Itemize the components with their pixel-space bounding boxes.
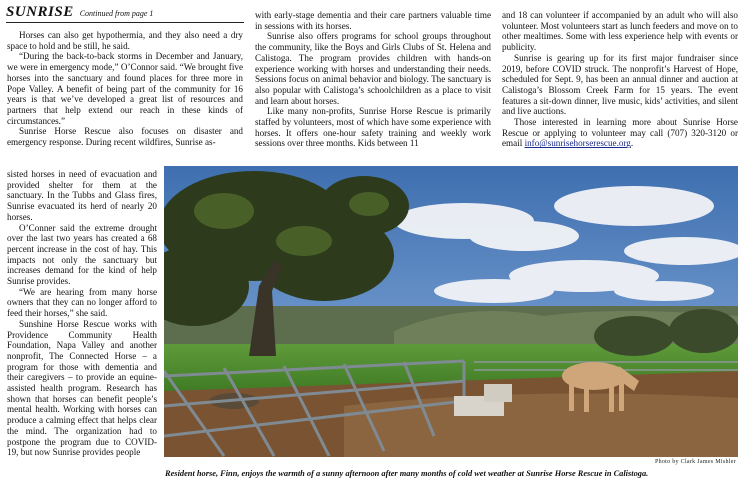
photo-illustration: [164, 166, 738, 457]
paragraph: sisted horses in need of evacuation and provided shelter for them at the sanctuary. In the Tubbs and Glass fires, Sunrise evacuated its herd of nearly 20 horses.: [7, 169, 157, 222]
paragraph: O’Conner said the extreme drought over the last two years has created a 68 percent increase in the cost of hay. This impacts not only the sanctuary but increases demand for the kind of help Sunrise provides.: [7, 222, 157, 287]
paragraph: with early-stage dementia and their care partners valuable time in sessions with its horses.: [255, 10, 491, 31]
photo-caption: Resident horse, Finn, enjoys the warmth of a sunny afternoon after many months of cold wet weather at Sunrise Horse Rescue in Calistoga.: [165, 469, 649, 478]
paragraph: “During the back-to-back storms in December and January, we were in emergency mode,” O’Connor said. “We brought five horses into the sanctuary and found places for three more in Pope Valley. A benefit of being part of the community for 16 years is that we’ve developed a great list of resources and partners that help extend our reach in these kinds of circumstances.”: [7, 51, 243, 126]
paragraph: “We are hearing from many horse owners that they can no longer afford to feed their horses,” she said.: [7, 286, 157, 319]
column-1-narrow: [7, 169, 157, 458]
paragraph: Like many non-profits, Sunrise Horse Rescue is primarily staffed by volunteers, most of which have some experience with horses. It offers one-hour safety training and weekly work sessions over three months. Kids between 11: [255, 106, 491, 149]
section-title: SUNRISE: [6, 4, 74, 20]
column-2: [255, 10, 491, 149]
period: .: [630, 138, 634, 149]
section-header: [6, 3, 244, 23]
column-3: [502, 10, 738, 149]
contact-paragraph: [502, 117, 738, 149]
paragraph: Sunrise is gearing up for its first major fundraiser since 2019, before COVID struck. The nonprofit’s Harvest of Hope, scheduled for Sept. 9, has been an annual dinner and auction at Calistoga’s Blossom Creek Farm for 15 years. The event features a sit-down dinner, live music, kids’ activities, and silent and live auctions.: [502, 52, 738, 117]
paragraph: Sunshine Horse Rescue works with Providence Community Health Foundation, Napa Valley and another nonprofit, The Connected Horse – a program for those with dementia and their caregivers – to provide an equine-assisted health program. Research has shown that horses can benefit people’s mental health. Working with horses can produce a calming effect that helps clear the mind. The organization had to postpone the program due to COVID-19, but now Sunrise provides people: [7, 318, 157, 458]
continued-note: Continued from page 1: [79, 9, 154, 18]
photo-credit: Photo by Clark James Mishler: [654, 459, 736, 465]
email-link[interactable]: info@sunrisehorserescue.org: [524, 138, 631, 149]
paragraph: Sunrise Horse Rescue also focuses on disaster and emergency response. During recent wildfires, Sunrise as-: [7, 126, 243, 148]
horse-photo: [164, 166, 738, 457]
paragraph: Sunrise also offers programs for school groups throughout the community, like the Boys and Girls Clubs of St. Helena and Calistoga. The program provides children with hands-on experience working with horses and understanding their needs. Sessions focus on animal behavior and biology. The sanctuary is also popular with Calistoga’s schoolchildren as a place to visit and learn about horses.: [255, 31, 491, 106]
paragraph: Horses can also get hypothermia, and they also need a dry space to hold and be still, he said.: [7, 30, 243, 51]
paragraph: and 18 can volunteer if accompanied by an adult who will also volunteer. Most volunteers start as lunch feeders and move on to other mealtimes. Some with less experience help with events or publicity.: [502, 10, 738, 53]
contact-text: Those interested in learning more about Sunrise Horse Rescue or applying to volunteer may call (707) 320-3120 or email: [502, 117, 738, 149]
column-1: [7, 30, 243, 148]
